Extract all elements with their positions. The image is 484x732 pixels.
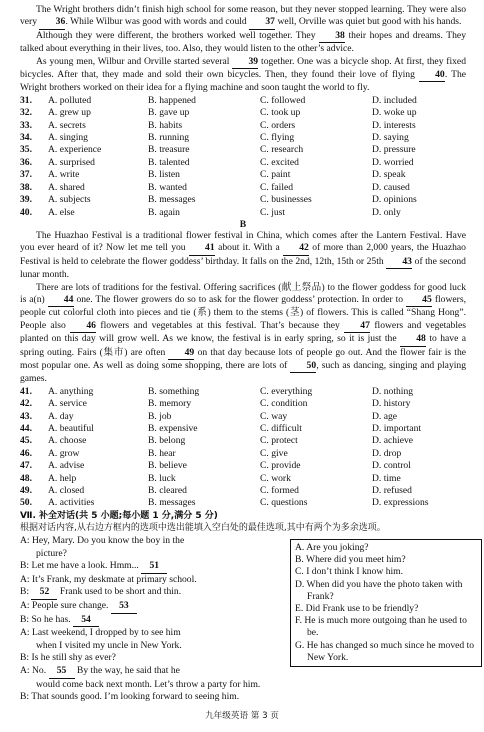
section-7-instruction: 根据对话内容,从右边方框内的选项中选出能填入空白处的最佳选项,其中有两个为多余选项。 bbox=[20, 523, 386, 534]
section-7-heading: Ⅶ. 补全对话(共 5 小题;每小题 1 分,满分 5 分) bbox=[20, 510, 218, 521]
dialogue-line-cont: would come back next month. Let’s throw a party for him. bbox=[36, 678, 261, 690]
option-row: 45. A. choose B. belong C. protect D. achieve bbox=[20, 435, 414, 447]
passage-b-paragraph-2: There are lots of traditions for the festival. Offering sacrifices (献上祭品) to the flower goddess for good luck is a(n) 44 one. The flower growers do so to ask for the flower goddess’ protection. In order to 45 flowers, people cut colorful cloth into pieces and tie (系) them to the stems (茎) of flowers. This is called “Shang Hong”. People also 46 flowers and vegetables at this festival. That’s because they 47 flowers and vegetables planted on this day will grow well. As we know, the festival is in early spring, so it is just the 48 to have a spring outing. Fairs (集市) are often 49 on that day because lots of people go out. And the flower fair is the most popular one. As well as doing some shopping, there are lots of 50, such as dancing, singing and playing games. bbox=[20, 281, 467, 385]
option-row: 36. A. surprised B. talented C. excited D. worried bbox=[20, 156, 414, 168]
option-row: 49. A. closed B. cleared C. formed D. refused bbox=[20, 485, 412, 497]
option-row: 33. A. secrets B. habits C. orders D. interests bbox=[20, 119, 416, 131]
dialogue-line: B: 52 Frank used to be short and thin. bbox=[20, 586, 282, 600]
dialogue-line: A: No. 55 By the way, he said that he bbox=[20, 665, 282, 679]
options-table-a bbox=[20, 95, 466, 219]
option-row: 40. A. else B. again C. just D. only bbox=[20, 206, 401, 218]
dialogue-line: A: It’s Frank, my deskmate at primary school. bbox=[20, 573, 197, 585]
blank-51: 51 bbox=[141, 560, 167, 574]
dialogue-line: B: So he has. 54 bbox=[20, 614, 282, 628]
passage-a-paragraph-3: As young men, Wilbur and Orville started several 39 together. One was a bicycle shop. At first, they fixed bicycles. After that, they made and sold their own bicycles. Then, they found their love of flying 40. The Wright brothers worked on their idea for a flying machine and soon taught the world to fly. bbox=[20, 55, 466, 94]
blank-48: 48 bbox=[400, 333, 426, 346]
blank-37: 37 bbox=[249, 16, 275, 29]
options-table-b bbox=[20, 386, 466, 510]
dialogue-line: B: That sounds good. I’m looking forward to seeing him. bbox=[20, 691, 240, 703]
box-option: D. When did you have the photo taken with Frank? bbox=[295, 578, 463, 602]
blank-45: 45 bbox=[406, 294, 432, 307]
blank-44: 44 bbox=[48, 294, 74, 307]
blank-47: 47 bbox=[344, 320, 370, 333]
option-row: 48. A. help B. luck C. work D. time bbox=[20, 472, 401, 484]
dialogue-area bbox=[20, 535, 475, 705]
box-option: A. Are you joking? bbox=[295, 542, 369, 554]
blank-50: 50 bbox=[290, 360, 316, 373]
options-box bbox=[290, 539, 482, 667]
dialogue-line: B: Is he still shy as ever? bbox=[20, 652, 116, 664]
option-row: 31. A. polluted B. happened C. followed D. included bbox=[20, 94, 417, 106]
box-option: C. I don’t think I know him. bbox=[295, 566, 404, 578]
blank-40: 40 bbox=[419, 69, 445, 82]
section-7 bbox=[20, 510, 466, 535]
blank-49: 49 bbox=[168, 347, 194, 360]
option-row: 37. A. write B. listen C. paint D. speak bbox=[20, 169, 406, 181]
option-row: 42. A. service B. memory C. condition D. history bbox=[20, 398, 411, 410]
box-option: G. He has changed so much since he moved to New York. bbox=[295, 639, 475, 663]
passage-b-paragraph-1: The Huazhao Festival is a traditional flower festival in China, which comes after the Lantern Festival. Have you ever heard of it? Now let me tell you 41 about it. With a 42 of more than 2,000 years, the Huazhao Festival is held to celebrate the flower goddess’ birthday. It falls on the 2nd, 12th, 15th or 25th 43 of the second lunar month. bbox=[20, 229, 466, 281]
option-row: 46. A. grow B. hear C. give D. drop bbox=[20, 447, 402, 459]
box-option: F. He is much more outgoing than he used to be. bbox=[295, 615, 467, 639]
option-row: 47. A. advise B. believe C. provide D. control bbox=[20, 460, 411, 472]
section-b-title: B bbox=[239, 218, 247, 230]
option-row: 32. A. grew up B. gave up C. took up D. woke up bbox=[20, 107, 417, 119]
dialogue-line-cont: when I visited my uncle in New York. bbox=[36, 639, 182, 651]
passage-a-paragraph-1: The Wright brothers didn’t finish high school for some reason, but they never stopped learning. They were also very 36. While Wilbur was good with words and could 37 well, Orville was quiet but good with his hands. bbox=[20, 4, 466, 30]
option-row: 35. A. experience B. treasure C. research D. pressure bbox=[20, 144, 416, 156]
blank-46: 46 bbox=[70, 320, 96, 333]
passage-a bbox=[20, 4, 466, 95]
blank-43: 43 bbox=[386, 256, 412, 269]
box-option: E. Did Frank use to be friendly? bbox=[295, 603, 419, 615]
dialogue-line-cont: picture? bbox=[36, 547, 67, 559]
blank-55: 55 bbox=[49, 665, 75, 679]
option-row: 50. A. activities B. messages C. questions D. expressions bbox=[20, 497, 429, 509]
passage-b bbox=[20, 230, 466, 386]
page-footer: 九年级英语 第 3 页 bbox=[205, 711, 279, 721]
blank-36: 36 bbox=[39, 16, 65, 29]
dialogue-line: B: Let me have a look. Hmm... 51 bbox=[20, 560, 282, 574]
blank-52: 52 bbox=[31, 586, 57, 600]
blank-41: 41 bbox=[189, 242, 215, 255]
blank-39: 39 bbox=[232, 56, 258, 69]
passage-a-paragraph-2: Although they were different, the brothers worked well together. They 38 their hopes and dreams. They talked about everything in their lives, too. Also, they would listen to the other’s advice. bbox=[20, 29, 466, 55]
option-row: 38. A. shared B. wanted C. failed D. caused bbox=[20, 181, 410, 193]
dialogue-line: A: Hey, Mary. Do you know the boy in the bbox=[20, 535, 185, 547]
box-option: B. Where did you meet him? bbox=[295, 554, 406, 566]
option-row: 44. A. beautiful B. expensive C. difficult D. important bbox=[20, 423, 422, 434]
dialogue-line: A: People sure change. 53 bbox=[20, 600, 282, 614]
option-row: 43. A. day B. job C. way D. age bbox=[20, 410, 398, 422]
dialogue bbox=[20, 535, 282, 704]
option-row: 41. A. anything B. something C. everything D. nothing bbox=[20, 385, 414, 397]
option-row: 39. A. subjects B. messages C. businesses D. opinions bbox=[20, 194, 417, 206]
blank-38: 38 bbox=[319, 30, 345, 43]
option-row: 34. A. singing B. running C. flying D. saying bbox=[20, 132, 409, 144]
blank-53: 53 bbox=[111, 600, 137, 614]
dialogue-line: A: Last weekend, I dropped by to see him bbox=[20, 627, 181, 639]
blank-54: 54 bbox=[73, 614, 99, 628]
blank-42: 42 bbox=[283, 242, 309, 255]
